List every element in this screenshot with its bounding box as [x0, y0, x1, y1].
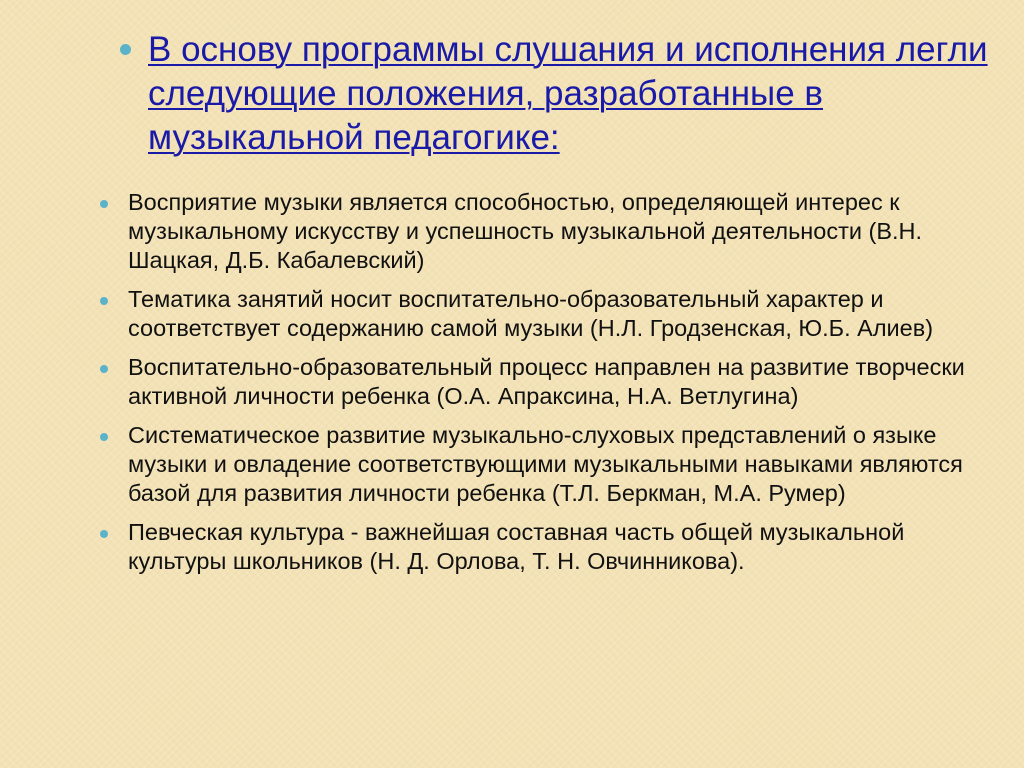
bullet-icon — [100, 433, 108, 441]
list-item-text: Восприятие музыки является способностью, определяющей интерес к музыкальному искусству и успешность музыкальной деятельности (В.Н. Шацкая, Д.Б. Кабалевский) — [128, 189, 923, 273]
list-item — [100, 353, 980, 411]
slide-title[interactable]: В основу программы слушания и исполнения легли следующие положения, разработанные в музыкальной педагогике: — [148, 30, 988, 157]
title-bullet-icon — [120, 44, 131, 55]
list-item — [100, 188, 980, 275]
bullet-icon — [100, 297, 108, 305]
bullet-icon — [100, 530, 108, 538]
bullet-icon — [100, 200, 108, 208]
list-item — [100, 285, 980, 343]
bullet-list — [100, 188, 980, 586]
list-item-text: Систематическое развитие музыкально-слуховых представлений о языке музыки и овладение соответствующими музыкальными навыками являются базой для развития личности ребенка (Т.Л. Беркман, М.А. Румер) — [128, 422, 963, 506]
list-item-text: Певческая культура - важнейшая составная часть общей музыкальной культуры школьников (Н. Д. Орлова, Т. Н. Овчинникова). — [128, 519, 905, 574]
list-item-text: Воспитательно-образовательный процесс направлен на развитие творчески активной личности ребенка (О.А. Апраксина, Н.А. Ветлугина) — [128, 354, 965, 409]
list-item — [100, 518, 980, 576]
list-item-text: Тематика занятий носит воспитательно-образовательный характер и соответствует содержанию самой музыки (Н.Л. Гродзенская, Ю.Б. Алиев) — [128, 286, 934, 341]
title-block — [148, 28, 988, 160]
list-item — [100, 421, 980, 508]
bullet-icon — [100, 365, 108, 373]
